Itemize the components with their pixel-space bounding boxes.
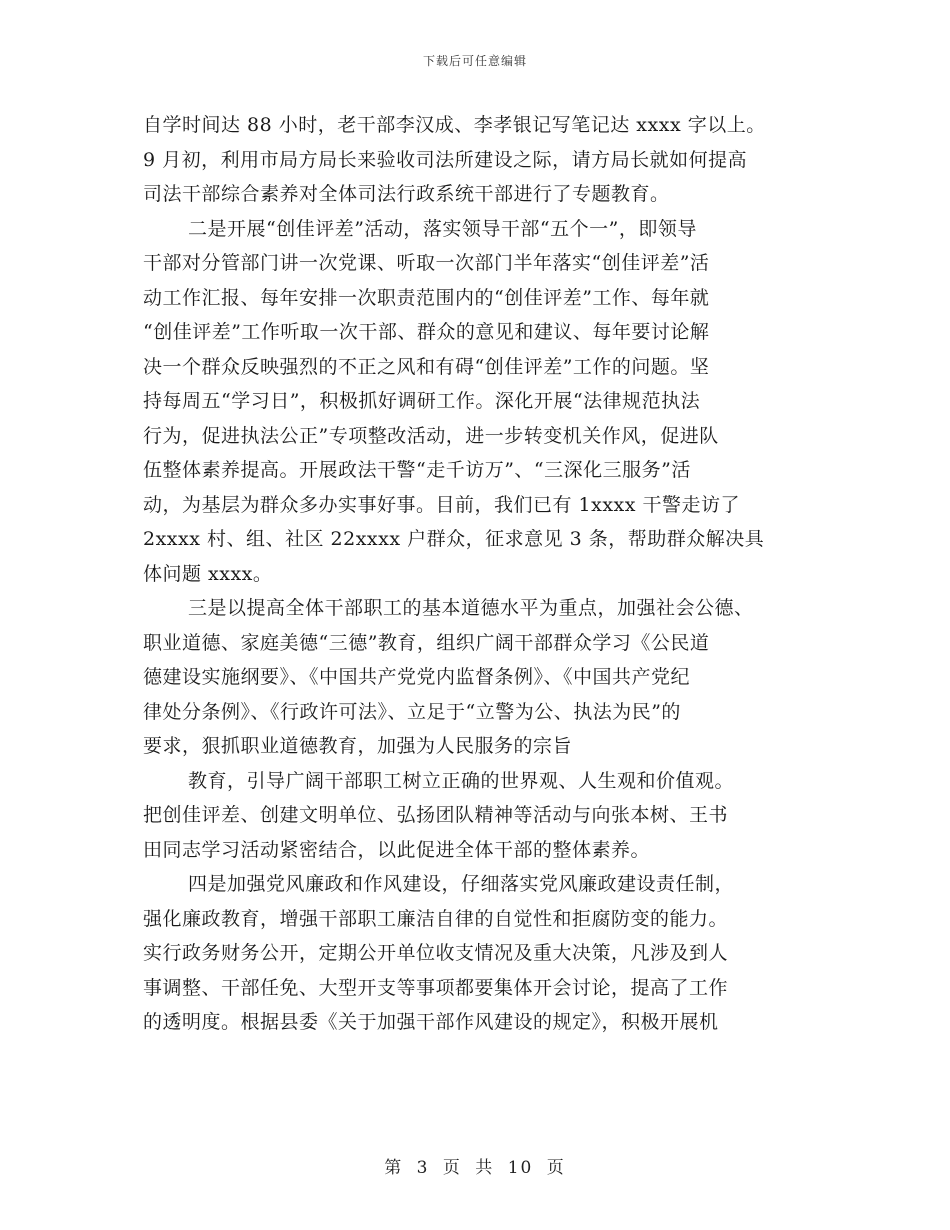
text-line: “创佳评差”工作听取一次干部、群众的意见和建议、每年要讨论解: [143, 321, 710, 343]
text-line: 2xxxx 村、组、社区 22xxxx 户群众，征求意见 3 条，帮助群众解决具: [143, 528, 765, 550]
text-line: 强化廉政教育，增强干部职工廉洁自律的自觉性和拒腐防变的能力。: [143, 907, 729, 930]
text-line: 律处分条例》、《行政许可法》、立足于“立警为公、执法为民”的: [143, 700, 681, 723]
text-line: 体问题 xxxx。: [143, 562, 273, 585]
document-body: [143, 108, 813, 1040]
text-line: 动，为基层为群众多办实事好事。目前，我们已有 1xxxx 干警走访了: [143, 493, 741, 516]
page-header: 下载后可任意编辑: [422, 54, 527, 68]
text-line: 实行政务财务公开，定期公开单位收支情况及重大决策，凡涉及到人: [143, 942, 729, 964]
page-footer: 第 3 页 共 10 页: [384, 1158, 566, 1178]
text-line: 干部对分管部门讲一次党课、听取一次部门半年落实“创佳评差”活: [143, 252, 710, 274]
text-line: 自学时间达 88 小时，老干部李汉成、李孝银记写笔记达 xxxx 字以上。: [143, 114, 766, 136]
paragraph-start-line: 三是以提高全体干部职工的基本道德水平为重点，加强社会公德、: [188, 597, 754, 619]
text-line: 德建设实施纲要》、《中国共产党党内监督条例》、《中国共产党纪: [143, 666, 691, 688]
text-line: 伍整体素养提高。开展政法干警“走千访万”、“三深化三服务”活: [143, 459, 691, 481]
text-line: 的透明度。根据县委《关于加强干部作风建设的规定》，积极开展机: [143, 1011, 719, 1033]
text-line: 田同志学习活动紧密结合，以此促进全体干部的整体素养。: [143, 838, 651, 861]
paragraph-start-line: 教育，引导广阔干部职工树立正确的世界观、人生观和价值观。: [188, 769, 735, 792]
text-line: 司法干部综合素养对全体司法行政系统干部进行了专题教育。: [143, 183, 670, 205]
text-line: 行为，促进执法公正”专项整改活动，进一步转变机关作风，促进队: [143, 424, 719, 447]
text-line: 事调整、干部任免、大型开支等事项都要集体开会讨论，提高了工作: [143, 976, 729, 999]
text-line: 职业道德、家庭美德“三德”教育，组织广阔干部群众学习《公民道: [143, 631, 710, 654]
text-line: 把创佳评差、创建文明单位、弘扬团队精神等活动与向张本树、王书: [143, 804, 729, 826]
text-line: 持每周五“学习日”，积极抓好调研工作。深化开展“法律规范执法: [143, 390, 701, 412]
paragraph-start-line: 二是开展“创佳评差”活动，落实领导干部“五个一”，即领导: [188, 217, 697, 240]
paragraph-start-line: 四是加强党风廉政和作风建设，仔细落实党风廉政建设责任制，: [188, 873, 735, 895]
text-line: 动工作汇报、每年安排一次职责范围内的“创佳评差”工作、每年就: [143, 286, 710, 309]
text-line: 9 月初，利用市局方局长来验收司法所建设之际，请方局长就如何提高: [143, 148, 748, 171]
text-line: 要求，狠抓职业道德教育，加强为人民服务的宗旨: [143, 735, 573, 757]
text-line: 决一个群众反映强烈的不正之风和有碍“创佳评差”工作的问题。坚: [143, 355, 710, 378]
